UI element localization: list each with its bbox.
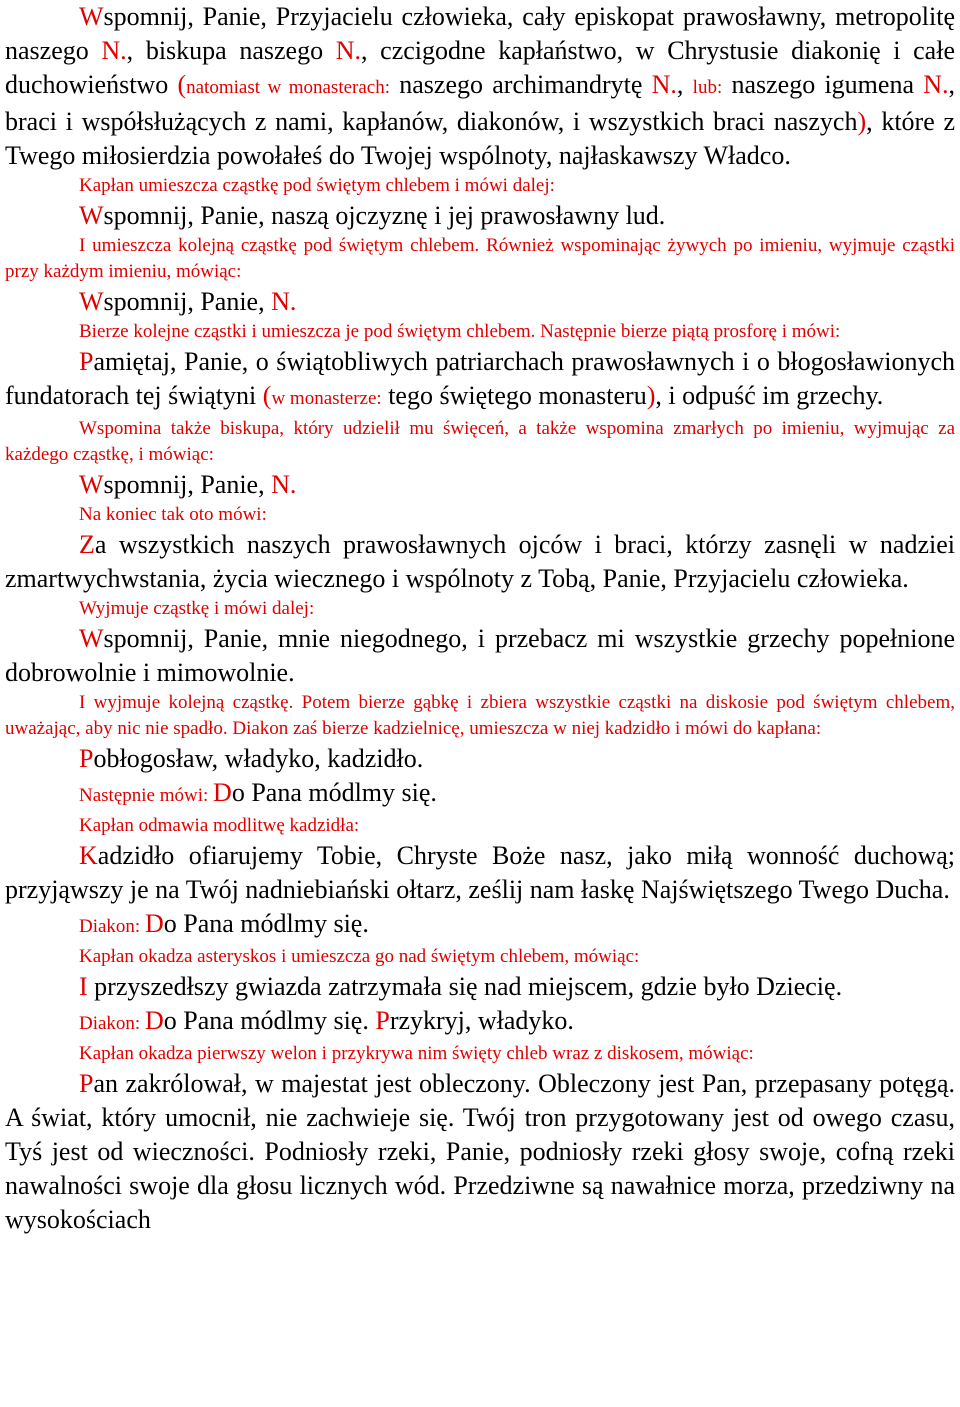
rubric: Wyjmuje cząstkę i mówi dalej: [79,598,315,619]
prayer-commemoration-hierarchy: Wspomnij, Panie, Przyjacielu człowieka, cały episkopat prawosławny, metropolitę naszego N., biskupa naszego N., czcigodne kapłaństwo, w Chrystusie diakonię i całe duchowieństwo (natomiast w monasterach: naszego archimandrytę N., lub: naszego igumena N., braci i współsłużących z nami, kapłanów, diakonów, i wszystkich braci naszych), które z Twego miłosierdzia powołałeś do Twojej wspólnoty, najłaskawszy Władco. [5,2,956,170]
rubric: Kapłan okadza asteryskos i umieszcza go nad świętym chlebem, mówiąc: [79,946,640,967]
prayer-incense: Kadzidło ofiarujemy Tobie, Chryste Boże nasz, jako miłą wonność duchową; przyjąwszy je na Twój nadniebiański ołtarz, ześlij nam łaskę Najświętszego Twego Ducha. [5,841,955,904]
prayer-all-departed: Za wszystkich naszych prawosławnych ojców i braci, którzy zasnęli w nadziei zmartwychwstania, życia wiecznego i wspólnoty z Tobą, Panie, Przyjacielu człowieka. [5,530,955,593]
prayer-unworthy: Wspomnij, Panie, mnie niegodnego, i przebacz mi wszystkie grzechy popełnione dobrowolnie i mimowolnie. [5,624,955,687]
dialogue-bless-incense: Pobłogosław, władyko, kadzidło. [79,744,424,773]
rubric: Kapłan umieszcza cząstkę pod świętym chlebem i mówi dalej: [79,175,555,196]
prayer-patriarchs-founders: Pamiętaj, Panie, o świątobliwych patriarchach prawosławnych i o błogosławionych fundatorach tej świątyni (w monasterze: tego świętego monasteru), i odpuść im grzechy. [5,347,955,410]
rubric: I umieszcza kolejną cząstkę pod świętym chlebem. Również wspominając żywych po imieniu, wyjmuje cząstki przy każdym imieniu, mówiąc: [5,235,955,282]
prayer-homeland: Wspomnij, Panie, naszą ojczyznę i jej prawosławny lud. [79,201,666,230]
dialogue-deacon: Diakon: Do Pana módlmy się. [79,909,369,938]
rubric: Wspomina także biskupa, który udzielił mu święceń, a także wspomina zmarłych po imieniu, wyjmując za każdego cząstkę, i mówiąc: [5,418,955,465]
dialogue-let-us-pray: Następnie mówi: Do Pana módlmy się. [79,778,437,807]
rubric: Kapłan odmawia modlitwę kadzidła: [79,815,360,836]
psalm-lord-reigns: Pan zakrólował, w majestat jest obleczony. Obleczony jest Pan, przepasany potęgą. A świat, który umocnił, nie zachwieje się. Twój tron przygotowany jest od owego czasu, Tyś jest od wieczności. Podniosły rzeki, Panie, podniosły rzeki głosy swoje, cofną rzeki nawalności swoje dla głosu licznych wód. Przedziwne są nawałnice morza, przedziwny na wysokościach [5,1069,955,1234]
rubric: Bierze kolejne cząstki i umieszcza je pod świętym chlebem. Następnie bierze piątą prosforę i mówi: [79,321,841,342]
dialogue-deacon-cover: Diakon: Do Pana módlmy się. Przykryj, władyko. [79,1006,574,1035]
prayer-remember-living: Wspomnij, Panie, N. [79,287,297,316]
rubric: Na koniec tak oto mówi: [79,504,267,525]
prayer-star: I przyszedłszy gwiazda zatrzymała się nad miejscem, gdzie było Dziecię. [79,972,843,1001]
prayer-remember-departed: Wspomnij, Panie, N. [79,470,297,499]
rubric: I wyjmuje kolejną cząstkę. Potem bierze gąbkę i zbiera wszystkie cząstki na diskosie pod świętym chlebem, uważając, aby nic nie spadło. Diakon zaś bierze kadzielnicę, umieszcza w niej kadzidło i mówi do kapłana: [5,692,955,739]
rubric: Kapłan okadza pierwszy welon i przykrywa nim święty chleb wraz z diskosem, mówiąc: [79,1043,754,1064]
